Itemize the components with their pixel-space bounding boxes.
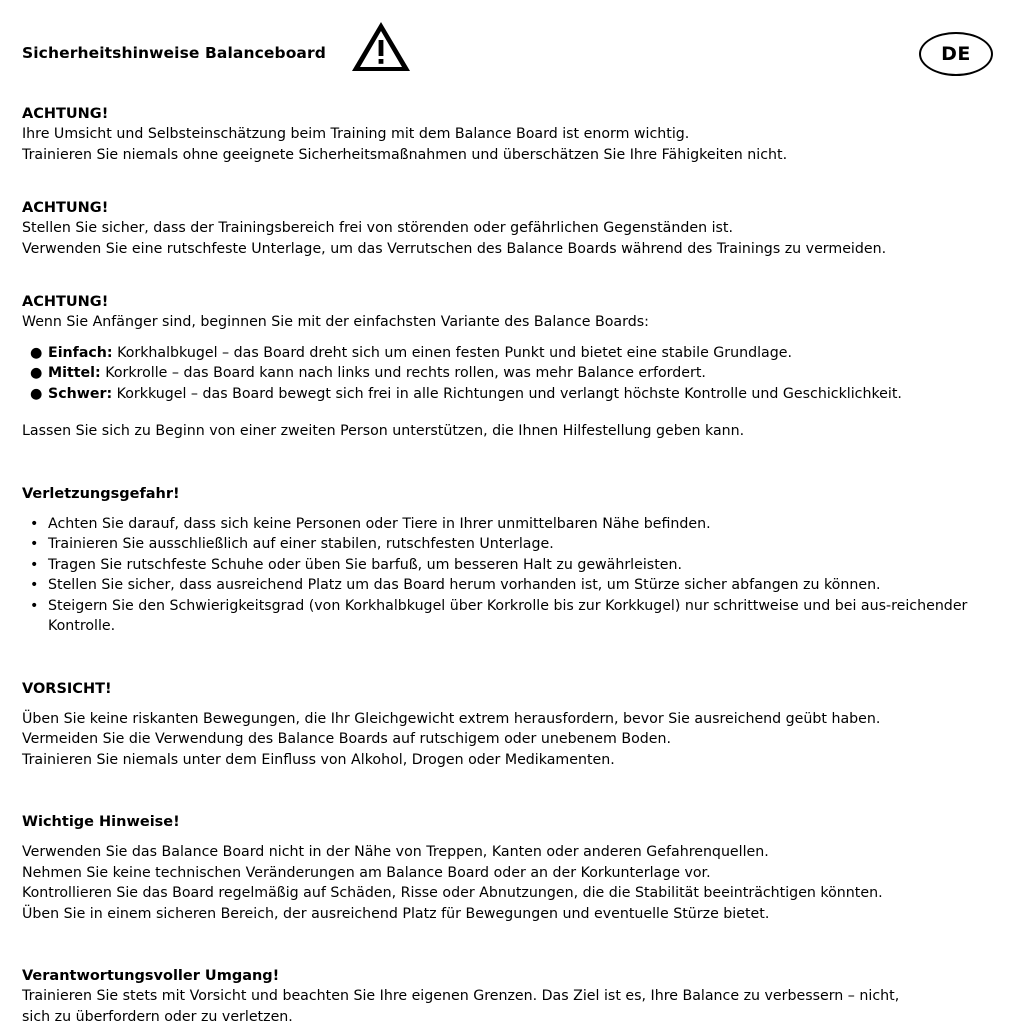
- section-line: Vermeiden Sie die Verwendung des Balance Boards auf rutschigem oder unebenem Boden.: [22, 731, 672, 747]
- section-line: Trainieren Sie stets mit Vorsicht und beachten Sie Ihre eigenen Grenzen. Das Ziel ist es, Ihre Balance zu verbessern – nicht,: [22, 988, 900, 1004]
- section-line: Lassen Sie sich zu Beginn von einer zweiten Person unterstützen, die Ihnen Hilfestellung geben kann.: [22, 423, 745, 439]
- section-verantwortungsvoller-umgang: [22, 968, 1007, 1027]
- list-item-text: Korkkugel – das Board bewegt sich frei in alle Richtungen und verlangt höchste Kontrolle und Geschicklichkeit.: [112, 385, 902, 402]
- bullet-icon: ●: [30, 365, 43, 381]
- bullet-icon: ●: [30, 385, 43, 402]
- section-line: Verwenden Sie eine rutschfeste Unterlage, um das Verrutschen des Balance Boards während des Trainings zu vermeiden.: [22, 240, 887, 257]
- section-line: Ihre Umsicht und Selbsteinschätzung beim Training mit dem Balance Board ist enorm wichtig.: [22, 126, 690, 142]
- section-verletzungsgefahr: [22, 486, 1007, 637]
- section-line: Üben Sie keine riskanten Bewegungen, die Ihr Gleichgewicht extrem herausfordern, bevor Sie ausreichend geübt haben.: [22, 710, 881, 727]
- list-item-text: Achten Sie darauf, dass sich keine Personen oder Tiere in Ihrer unmittelbaren Nähe befinden.: [48, 515, 711, 532]
- list-item-text: Korkrolle – das Board kann nach links und rechts rollen, was mehr Balance erfordert.: [100, 365, 706, 381]
- section-line: Üben Sie in einem sicheren Bereich, der ausreichend Platz für Bewegungen und eventuelle Stürze bietet.: [22, 905, 770, 922]
- section-line: Trainieren Sie niemals ohne geeignete Sicherheitsmaßnahmen und überschätzen Sie Ihre Fähigkeiten nicht.: [22, 146, 788, 163]
- list-item-text: Trainieren Sie ausschließlich auf einer stabilen, rutschfesten Unterlage.: [48, 536, 554, 552]
- list-item-label: Einfach:: [48, 344, 113, 361]
- bullet-icon: ●: [30, 344, 43, 361]
- section-wichtige-hinweise: [22, 814, 1007, 924]
- document-header: [22, 34, 1007, 90]
- bullet-icon: •: [30, 536, 39, 552]
- difficulty-list: [22, 343, 1007, 405]
- bullet-icon: •: [30, 597, 39, 614]
- warning-triangle-icon: [350, 18, 412, 74]
- list-item: [22, 534, 1007, 555]
- section-heading: ACHTUNG!: [22, 294, 109, 310]
- list-item-label: Mittel:: [48, 365, 101, 381]
- list-item: [22, 575, 1007, 596]
- section-achtung-1: [22, 106, 1007, 165]
- list-item: [22, 555, 1007, 576]
- section-achtung-2: [22, 200, 1007, 259]
- section-line: Stellen Sie sicher, dass der Trainingsbereich frei von störenden oder gefährlichen Gegenständen ist.: [22, 220, 734, 236]
- section-line: Verwenden Sie das Balance Board nicht in der Nähe von Treppen, Kanten oder anderen Gefahrenquellen.: [22, 844, 769, 860]
- section-vorsicht: [22, 681, 1007, 771]
- list-item-text: Korkhalbkugel – das Board dreht sich um einen festen Punkt und bietet eine stabile Grundlage.: [112, 344, 792, 361]
- list-item: [22, 363, 1007, 384]
- section-heading: ACHTUNG!: [22, 106, 109, 122]
- section-line: Kontrollieren Sie das Board regelmäßig auf Schäden, Risse oder Abnutzungen, die die Stabilität beeinträchtigen könnten.: [22, 885, 883, 901]
- list-item: [22, 514, 1007, 535]
- list-item: [22, 384, 1007, 405]
- injury-risk-list: [22, 514, 1007, 637]
- section-heading: ACHTUNG!: [22, 200, 109, 216]
- list-item: [22, 596, 1007, 637]
- section-line: Wenn Sie Anfänger sind, beginnen Sie mit der einfachsten Variante des Balance Boards:: [22, 314, 649, 330]
- list-item-label: Schwer:: [48, 385, 113, 402]
- section-achtung-3: [22, 294, 1007, 442]
- section-heading: Verantwortungsvoller Umgang!: [22, 968, 280, 984]
- section-heading: VORSICHT!: [22, 680, 112, 697]
- list-item-text: Tragen Sie rutschfeste Schuhe oder üben Sie barfuß, um besseren Halt zu gewährleisten.: [48, 556, 682, 573]
- section-heading: Verletzungsgefahr!: [22, 485, 180, 502]
- section-line: Nehmen Sie keine technischen Veränderungen am Balance Board oder an der Korkunterlage vor.: [22, 864, 711, 881]
- bullet-icon: •: [30, 515, 39, 532]
- section-line: sich zu überfordern oder zu verletzen.: [22, 1008, 293, 1025]
- list-item: [22, 343, 1007, 364]
- section-line: Trainieren Sie niemals unter dem Einfluss von Alkohol, Drogen oder Medikamenten.: [22, 751, 615, 768]
- section-heading: Wichtige Hinweise!: [22, 814, 180, 830]
- bullet-icon: •: [30, 556, 39, 573]
- language-badge: DE: [919, 32, 993, 76]
- bullet-icon: •: [30, 577, 39, 593]
- page-title: Sicherheitshinweise Balanceboard: [22, 44, 326, 62]
- list-item-text: Stellen Sie sicher, dass ausreichend Platz um das Board herum vorhanden ist, um Stürze sicher abfangen zu können.: [48, 577, 881, 593]
- list-item-text: Steigern Sie den Schwierigkeitsgrad (von Korkhalbkugel über Korkrolle bis zur Korkkugel) nur schrittweise und bei aus-reichender Kontrolle.: [48, 597, 968, 634]
